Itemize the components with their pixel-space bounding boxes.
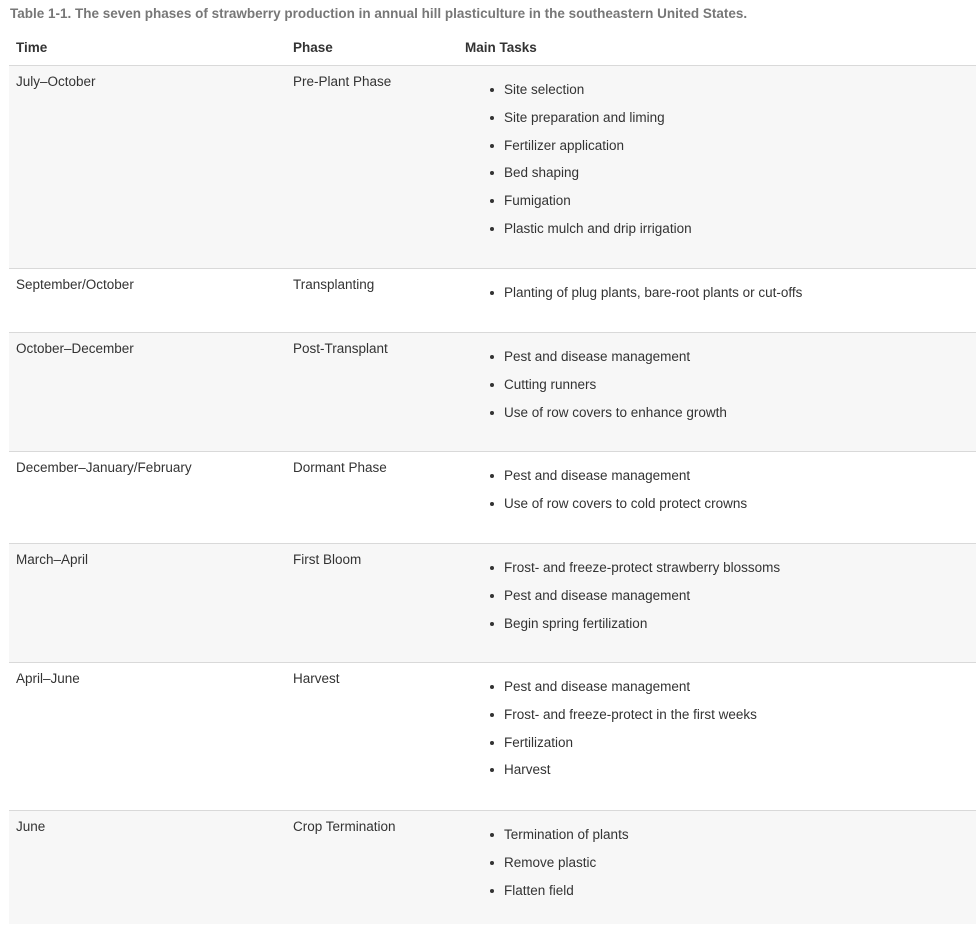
bullet-icon	[490, 768, 494, 772]
task-item	[489, 80, 692, 108]
bullet-icon	[490, 355, 494, 359]
task-text: Frost- and freeze-protect strawberry blossoms	[504, 560, 781, 575]
task-text: Bed shaping	[504, 165, 580, 181]
task-item	[489, 733, 757, 761]
phase-cell: Harvest	[293, 671, 340, 686]
bullet-icon	[490, 861, 494, 865]
header-phase: Phase	[293, 40, 333, 55]
time-cell: July–October	[16, 74, 96, 89]
time-cell: April–June	[16, 671, 80, 686]
table-row	[9, 811, 976, 924]
phase-cell: First Bloom	[293, 552, 362, 567]
table-header-row	[9, 36, 976, 66]
bullet-icon	[490, 833, 494, 837]
task-text: Frost- and freeze-protect in the first weeks	[504, 706, 757, 722]
bullet-icon	[490, 889, 494, 893]
bullet-icon	[490, 116, 494, 120]
task-text: Pest and disease management	[504, 349, 691, 364]
task-text: Use of row covers to enhance growth	[504, 404, 727, 420]
task-item	[489, 219, 692, 247]
task-text: Begin spring fertilization	[504, 615, 648, 631]
task-text: Use of row covers to cold protect crowns	[504, 495, 748, 511]
phases-table	[9, 36, 976, 924]
table-row	[9, 66, 976, 269]
task-text: Site selection	[504, 82, 585, 97]
task-text: Fumigation	[504, 193, 571, 209]
bullet-icon	[490, 685, 494, 689]
task-text: Cutting runners	[504, 376, 597, 392]
task-item	[489, 494, 747, 522]
task-text: Pest and disease management	[504, 679, 691, 694]
bullet-icon	[490, 741, 494, 745]
time-cell: December–January/February	[16, 460, 192, 475]
task-text: Fertilizer application	[504, 137, 625, 153]
table-row	[9, 663, 976, 811]
task-text: Pest and disease management	[504, 587, 691, 603]
bullet-icon	[490, 502, 494, 506]
task-item	[489, 191, 692, 219]
task-item	[489, 825, 629, 853]
phase-cell: Dormant Phase	[293, 460, 387, 475]
table-caption: Table 1-1. The seven phases of strawberry production in annual hill plasticulture in the southeastern United States.	[10, 6, 748, 21]
time-cell: June	[16, 819, 46, 834]
task-item	[489, 347, 727, 375]
bullet-icon	[490, 474, 494, 478]
task-list	[489, 80, 692, 247]
bullet-icon	[490, 199, 494, 203]
task-list	[489, 677, 757, 788]
task-item	[489, 558, 780, 586]
task-item	[489, 466, 747, 494]
bullet-icon	[490, 594, 494, 598]
task-text: Plastic mulch and drip irrigation	[504, 220, 692, 236]
task-item	[489, 853, 629, 881]
task-text: Remove plastic	[504, 854, 597, 870]
task-item	[489, 403, 727, 431]
task-item	[489, 705, 757, 733]
task-item	[489, 677, 757, 705]
task-list	[489, 466, 747, 522]
task-text: Termination of plants	[504, 827, 629, 842]
bullet-icon	[490, 411, 494, 415]
task-item	[489, 108, 692, 136]
task-item	[489, 614, 780, 642]
task-text: Pest and disease management	[504, 468, 691, 483]
task-list	[489, 558, 780, 641]
task-item	[489, 760, 757, 788]
bullet-icon	[490, 144, 494, 148]
header-main-tasks: Main Tasks	[465, 40, 537, 55]
time-cell: October–December	[16, 341, 134, 356]
table-row	[9, 333, 976, 452]
task-item	[489, 163, 692, 191]
time-cell: September/October	[16, 277, 134, 292]
bullet-icon	[490, 227, 494, 231]
task-item	[489, 283, 802, 311]
bullet-icon	[490, 383, 494, 387]
bullet-icon	[490, 88, 494, 92]
table-row	[9, 544, 976, 663]
task-text: Fertilization	[504, 734, 574, 750]
task-list	[489, 347, 727, 430]
task-item	[489, 375, 727, 403]
bullet-icon	[490, 622, 494, 626]
task-item	[489, 586, 780, 614]
task-text: Site preparation and liming	[504, 109, 665, 125]
task-list	[489, 825, 629, 908]
phase-cell: Transplanting	[293, 277, 375, 292]
task-text: Planting of plug plants, bare-root plants or cut-offs	[504, 285, 803, 300]
task-item	[489, 136, 692, 164]
phase-cell: Pre-Plant Phase	[293, 74, 392, 89]
table-row	[9, 452, 976, 544]
header-time: Time	[16, 40, 48, 55]
task-list	[489, 283, 802, 311]
time-cell: March–April	[16, 552, 89, 567]
table-row	[9, 269, 976, 333]
bullet-icon	[490, 291, 494, 295]
phase-cell: Crop Termination	[293, 819, 396, 834]
task-item	[489, 881, 629, 909]
bullet-icon	[490, 171, 494, 175]
bullet-icon	[490, 713, 494, 717]
bullet-icon	[490, 566, 494, 570]
task-text: Harvest	[504, 762, 551, 778]
task-text: Flatten field	[504, 882, 574, 898]
phase-cell: Post-Transplant	[293, 341, 388, 356]
